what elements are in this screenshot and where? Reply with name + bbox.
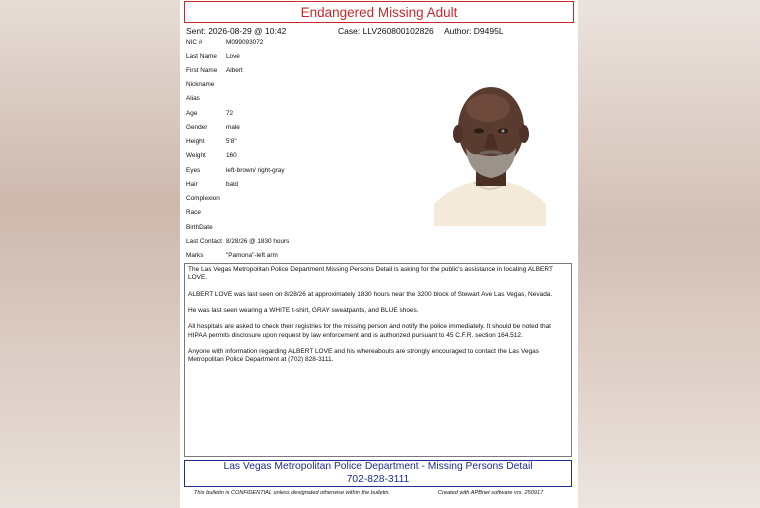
agency-contact-box: [184, 460, 572, 487]
field-label: Hair: [186, 181, 198, 188]
bulletin-title: [184, 1, 574, 23]
field-marks: [186, 251, 278, 261]
field-value: "Pamona"-left arm: [226, 252, 278, 259]
field-label: Nickname: [186, 81, 215, 88]
field-label: First Name: [186, 67, 218, 74]
field-alias: [186, 94, 226, 104]
field-label: Last Name: [186, 53, 217, 60]
field-label: Last Contact: [186, 238, 222, 245]
background-left: [0, 0, 180, 508]
field-value: 160: [226, 152, 237, 159]
missing-person-bulletin: [180, 0, 578, 508]
field-value: Love: [226, 53, 240, 60]
field-race: [186, 208, 226, 218]
field-value: M099093072: [226, 39, 264, 46]
narrative-paragraph: ALBERT LOVE was last seen on 8/28/26 at approximately 1830 hours near the 3200 block of Stewart Ave Las Vegas, Nevada.: [188, 290, 553, 298]
field-label: NIC #: [186, 39, 203, 46]
field-label: Eyes: [186, 167, 201, 174]
narrative-paragraph: Anyone with information regarding ALBERT LOVE and his whereabouts are strongly encouraged to contact the Las Vegas Metropolitan Police Department at (702) 828-3111.: [188, 347, 539, 364]
field-value: bald: [226, 181, 239, 188]
field-weight: [186, 151, 237, 161]
field-label: Age: [186, 110, 198, 117]
field-nickname: [186, 80, 226, 90]
field-label: Alias: [186, 95, 200, 102]
field-label: Race: [186, 209, 201, 216]
field-label: BirthDate: [186, 224, 213, 231]
field-gender: [186, 123, 240, 133]
field-value: 72: [226, 110, 234, 117]
subject-photo: [434, 86, 546, 226]
field-label: Complexion: [186, 195, 220, 202]
field-hair: [186, 180, 238, 190]
field-value: male: [226, 124, 240, 131]
field-label: Marks: [186, 252, 204, 259]
field-birthdate: [186, 223, 226, 233]
agency-name: Las Vegas Metropolitan Police Department - Missing Persons Detail: [223, 461, 533, 472]
field-value: 5'8": [226, 138, 237, 145]
field-value: 8/28/26 @ 1830 hours: [226, 238, 290, 245]
field-height: [186, 137, 237, 147]
field-value: Albert: [226, 67, 243, 74]
narrative-paragraph: The Las Vegas Metropolitan Police Department Missing Persons Detail is asking for the public's assistance in locating ALBERT LOVE.: [188, 266, 553, 282]
field-label: Weight: [186, 152, 206, 159]
narrative-box: [184, 263, 572, 457]
field-age: [186, 109, 233, 119]
field-label: Height: [186, 138, 205, 145]
case-number: Case: LLV260800102826: [338, 26, 434, 36]
bulletin-title-text: Endangered Missing Adult: [300, 4, 458, 20]
confidential-notice: This bulletin is CONFIDENTIAL unless designated otherwise within the bulletin.: [194, 490, 391, 496]
field-last-contact: [186, 237, 289, 247]
field-label: Gender: [186, 124, 208, 131]
background-right: [578, 0, 760, 508]
agency-phone: 702-828-3111: [346, 473, 410, 485]
field-first-name: [186, 66, 243, 76]
field-last-name: [186, 52, 240, 62]
field-value: left-brown/ right-gray: [226, 167, 285, 174]
field-complexion: [186, 194, 226, 204]
field-nic: [186, 38, 263, 48]
field-eyes: [186, 166, 285, 176]
narrative-paragraph: All hospitals are asked to check their registries for the missing person and notify the police immediately. It should be noted that HIPAA permits disclosure upon request by law enforcement and is authorized pursuant to 45 C.F.R. section 164.512.: [188, 323, 551, 339]
portrait-illustration: [434, 86, 546, 226]
sent-timestamp: Sent: 2026-08-29 @ 10:42: [186, 26, 287, 36]
software-credit: Created with APBnet software vrs. 250917: [438, 490, 544, 496]
author-id: Author: D9495L: [444, 26, 504, 36]
narrative-paragraph: He was last seen wearing a WHITE t-shirt, GRAY sweatpants, and BLUE shoes.: [188, 306, 419, 314]
